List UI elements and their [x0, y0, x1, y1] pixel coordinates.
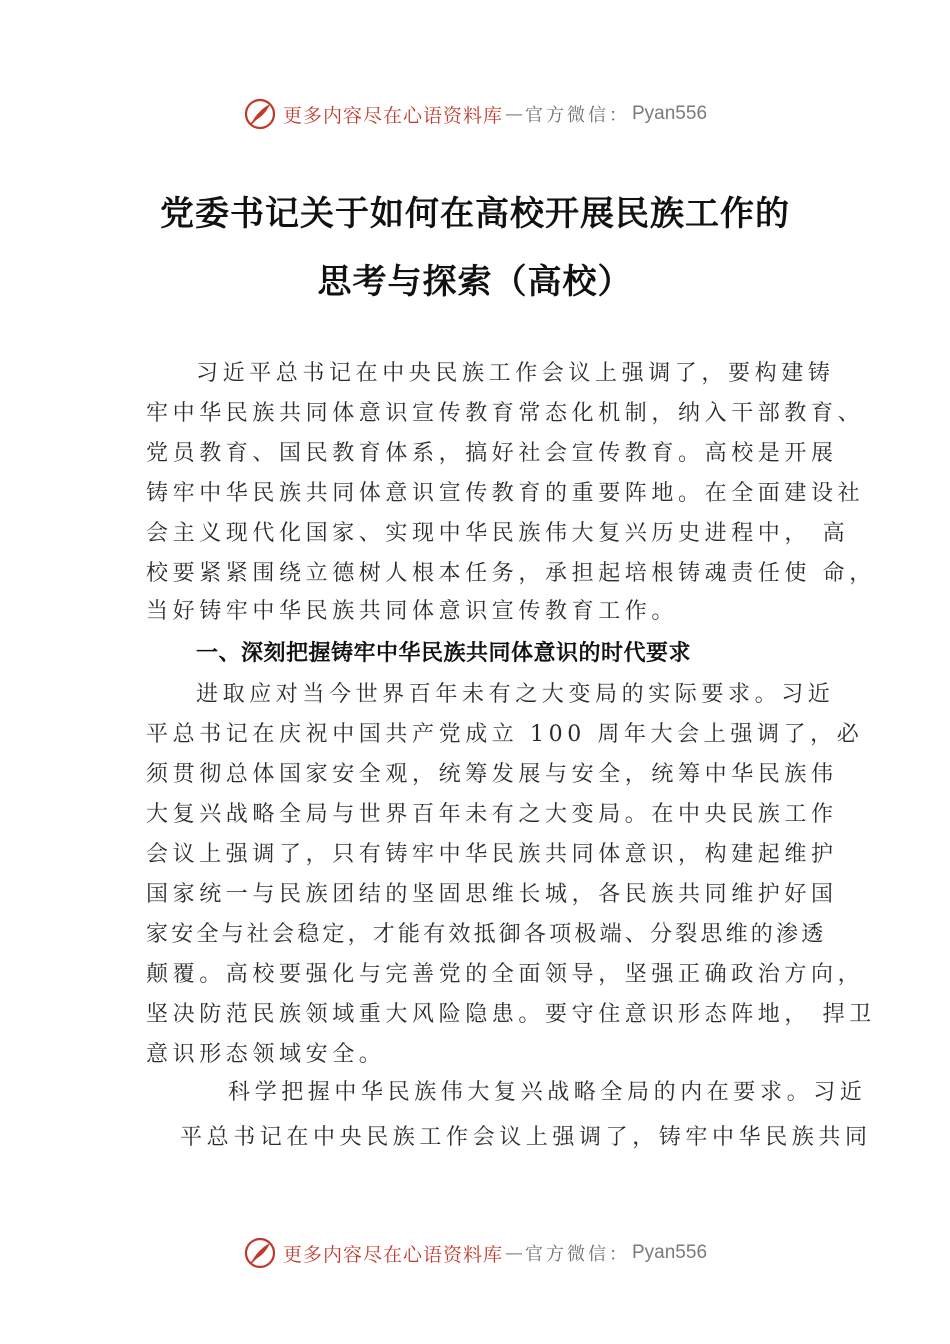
- document-title-line-2: 思考与探索（高校）: [317, 262, 633, 302]
- watermark-label: 官方微信：: [525, 1244, 630, 1265]
- paragraph-1-line: 习近平总书记在中央民族工作会议上强调了，要构建铸: [196, 361, 835, 386]
- paragraph-2-line: 家安全与社会稳定，才能有效抵御各项极端、分裂思维的渗透: [146, 922, 827, 947]
- watermark-label: 官方微信：: [525, 105, 630, 126]
- watermark-brand: 更多内容尽在心语资料库: [282, 1243, 503, 1266]
- watermark-brand: 更多内容尽在心语资料库: [282, 104, 503, 127]
- paragraph-1-line: 铸牢中华民族共同体意识宣传教育的重要阵地。在全面建设社: [146, 481, 865, 506]
- watermark-dash: —: [505, 103, 523, 125]
- section-heading-1: 一、深刻把握铸牢中华民族共同体意识的时代要求: [196, 641, 692, 666]
- paragraph-2-line: 大复兴战略全局与世界百年未有之大变局。在中央民族工作: [146, 802, 838, 827]
- watermark-wechat-id: Pyan556: [632, 1242, 708, 1263]
- paragraph-2-line: 会议上强调了，只有铸牢中华民族共同体意识，构建起维护: [146, 842, 838, 867]
- watermark-wechat-id: Pyan556: [632, 103, 708, 124]
- watermark-header: [0, 94, 950, 134]
- paragraph-2-line: 颠覆。高校要强化与完善党的全面领导，坚强正确政治方向，: [146, 962, 865, 987]
- paragraph-2-line: 平总书记在庆祝中国共产党成立 100 周年大会上强调了，必: [146, 722, 864, 747]
- paragraph-2-line: 须贯彻总体国家安全观，统筹发展与安全，统筹中华民族伟: [146, 762, 838, 787]
- paragraph-1-line: 校要紧紧围绕立德树人根本任务，承担起培根铸魂责任使 命，: [146, 561, 876, 586]
- watermark-footer: [0, 1233, 950, 1273]
- paragraph-3-line: 平总书记在中央民族工作会议上强调了，铸牢中华民族共同: [180, 1125, 872, 1150]
- quill-logo-icon: [243, 97, 277, 131]
- paragraph-2-line: 国家统一与民族团结的坚固思维长城，各民族共同维护好国: [146, 882, 838, 907]
- paragraph-1-line: 当好铸牢中华民族共同体意识宣传教育工作。: [146, 599, 679, 624]
- paragraph-2-line: 意识形态领域安全。: [146, 1042, 386, 1067]
- paragraph-3-line: 科学把握中华民族伟大复兴战略全局的内在要求。习近: [228, 1080, 867, 1105]
- quill-logo-icon: [243, 1236, 277, 1270]
- watermark-dash: —: [505, 1242, 523, 1264]
- paragraph-1-line: 会主义现代化国家、实现中华民族伟大复兴历史进程中， 高: [146, 521, 850, 546]
- paragraph-2-line: 进取应对当今世界百年未有之大变局的实际要求。习近: [196, 682, 835, 707]
- paragraph-1-line: 党员教育、国民教育体系，搞好社会宣传教育。高校是开展: [146, 441, 838, 466]
- paragraph-2-line: 坚决防范民族领域重大风险隐患。要守住意识形态阵地， 捍卫: [146, 1002, 876, 1027]
- document-title-line-1: 党委书记关于如何在高校开展民族工作的: [160, 194, 790, 234]
- paragraph-1-line: 牢中华民族共同体意识宣传教育常态化机制，纳入干部教育、: [146, 401, 865, 426]
